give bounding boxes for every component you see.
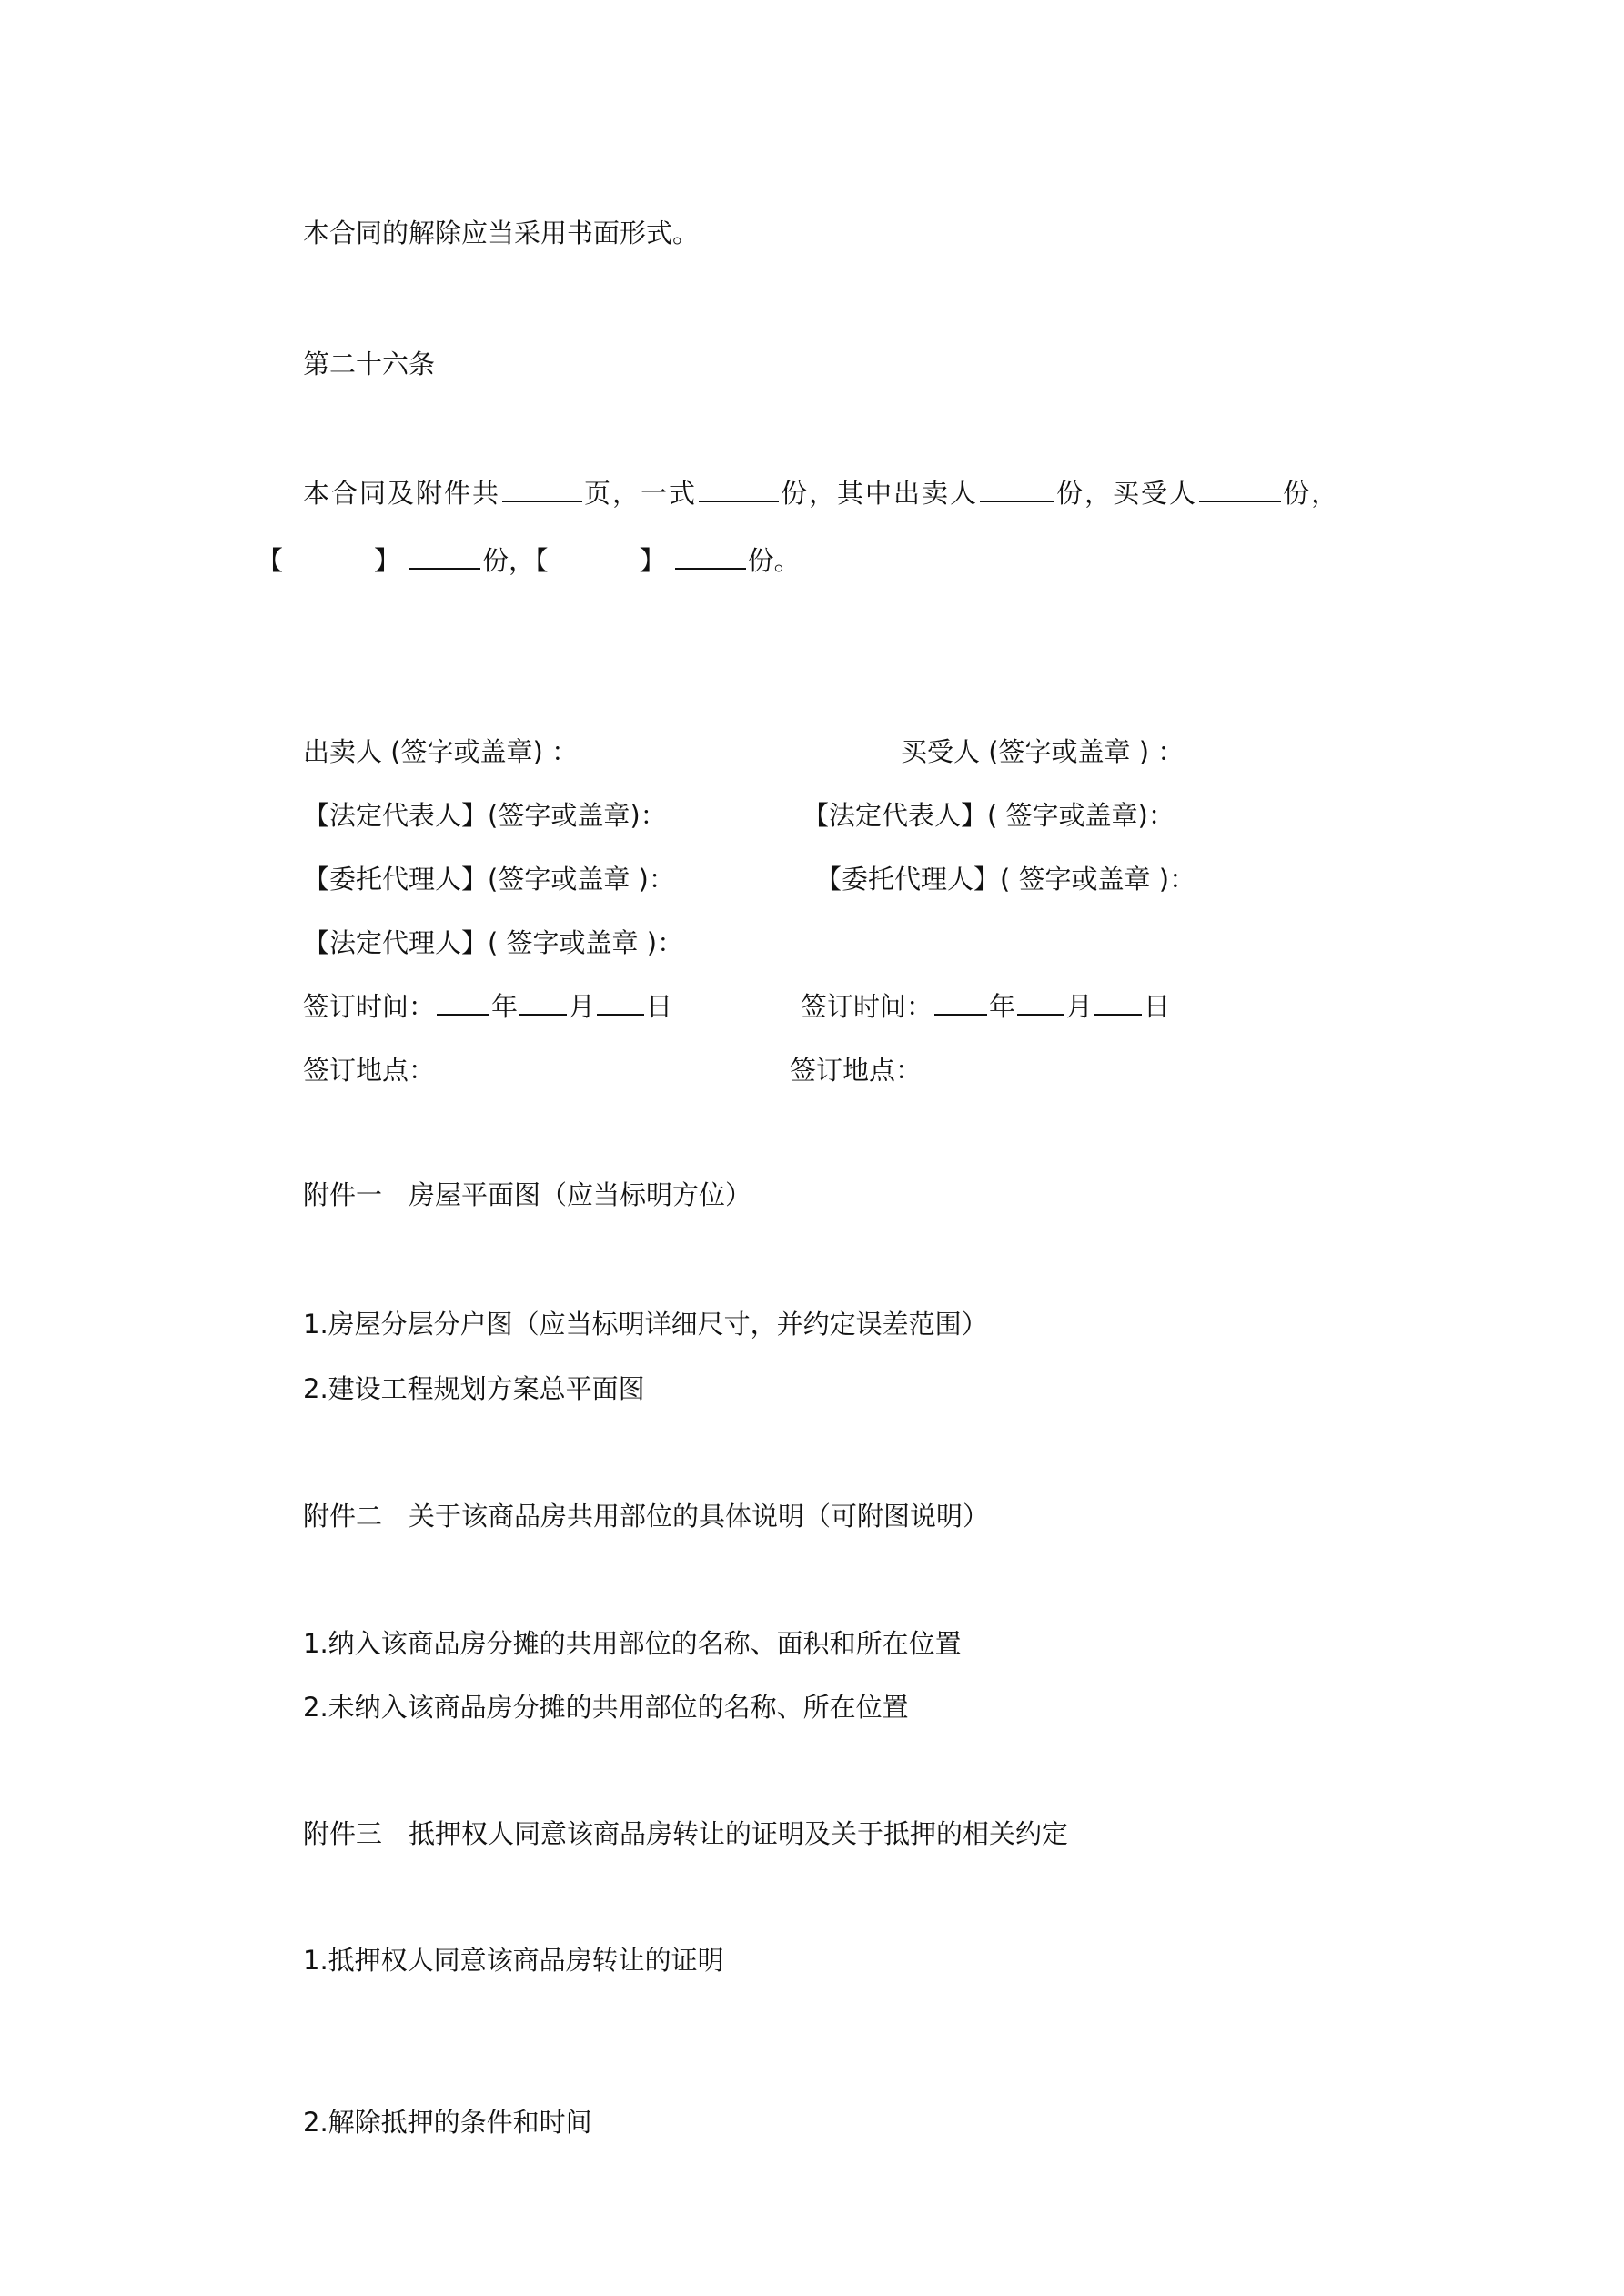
day-label: 日 <box>646 991 673 1022</box>
bracket-open: 【 <box>535 545 549 576</box>
attachment-2-item-1: 1.纳入该商品房分摊的共用部位的名称、面积和所在位置 <box>303 1628 962 1659</box>
attachment-1-item-2: 2.建设工程规划方案总平面图 <box>303 1373 645 1404</box>
copies-text: 页，一式 <box>584 478 698 509</box>
copies-text: 份。 <box>747 545 801 576</box>
month-label: 月 <box>1066 991 1094 1022</box>
blank-pages[interactable] <box>502 479 582 502</box>
attachment-3-item-2: 2.解除抵押的条件和时间 <box>303 2107 592 2138</box>
blank-year[interactable] <box>437 992 489 1016</box>
date-label: 签订时间： <box>303 991 436 1022</box>
bracket-close: 】 <box>374 545 401 576</box>
copies-text: 本合同及附件共 <box>303 478 501 509</box>
blank-day[interactable] <box>597 992 644 1016</box>
termination-paragraph: 本合同的解除应当采用书面形式。 <box>303 217 700 248</box>
seller-signature: 出卖人 (签字或盖章) ： <box>303 736 579 767</box>
attachment-1-item-1: 1.房屋分层分户图（应当标明详细尺寸，并约定误差范围） <box>303 1309 988 1340</box>
copies-line-1 <box>303 475 1339 511</box>
seller-legal-rep: 【法定代表人】(签字或盖章)： <box>303 800 667 831</box>
blank-seller-copies[interactable] <box>980 479 1054 502</box>
blank-month[interactable] <box>1017 992 1064 1016</box>
blank-year[interactable] <box>934 992 987 1016</box>
month-label: 月 <box>569 991 596 1022</box>
blank-party1-copies[interactable] <box>409 546 480 570</box>
year-label: 年 <box>491 991 519 1022</box>
buyer-legal-rep: 【法定代表人】( 签字或盖章)： <box>802 800 1175 831</box>
copies-text: 份， <box>482 545 536 576</box>
buyer-signature: 买受人 (签字或盖章 ) ： <box>901 736 1185 767</box>
date-label: 签订时间： <box>801 991 933 1022</box>
blank-buyer-copies[interactable] <box>1199 479 1281 502</box>
buyer-agent: 【委托代理人】( 签字或盖章 )： <box>815 864 1196 895</box>
attachment-3-title: 附件三 抵押权人同意该商品房转让的证明及关于抵押的相关约定 <box>303 1818 1069 1849</box>
attachment-3-item-1: 1.抵押权人同意该商品房转让的证明 <box>303 1945 724 1976</box>
copies-text: 份，买受人 <box>1056 478 1198 509</box>
copies-text: 份， <box>1283 478 1340 509</box>
attachment-2-item-2: 2.未纳入该商品房分摊的共用部位的名称、所在位置 <box>303 1692 909 1723</box>
blank-month[interactable] <box>519 992 567 1016</box>
attachment-2-title: 附件二 关于该商品房共用部位的具体说明（可附图说明） <box>303 1501 990 1532</box>
buyer-sign-date <box>801 988 1170 1025</box>
buyer-sign-place: 签订地点： <box>790 1055 923 1086</box>
blank-day[interactable] <box>1094 992 1142 1016</box>
seller-sign-place: 签订地点： <box>303 1055 436 1086</box>
attachment-1-title: 附件一 房屋平面图（应当标明方位） <box>303 1179 752 1210</box>
seller-agent: 【委托代理人】(签字或盖章 )： <box>303 864 675 895</box>
blank-party2-copies[interactable] <box>675 546 746 570</box>
blank-total-copies[interactable] <box>699 479 779 502</box>
bracket-close: 】 <box>639 545 666 576</box>
bracket-open: 【 <box>257 545 284 576</box>
seller-sign-date <box>303 988 672 1025</box>
day-label: 日 <box>1144 991 1171 1022</box>
copies-text: 份，其中出卖人 <box>781 478 979 509</box>
year-label: 年 <box>989 991 1016 1022</box>
legal-agent: 【法定代理人】( 签字或盖章 )： <box>303 927 684 958</box>
copies-line-2 <box>257 542 801 579</box>
article-heading: 第二十六条 <box>303 349 436 379</box>
